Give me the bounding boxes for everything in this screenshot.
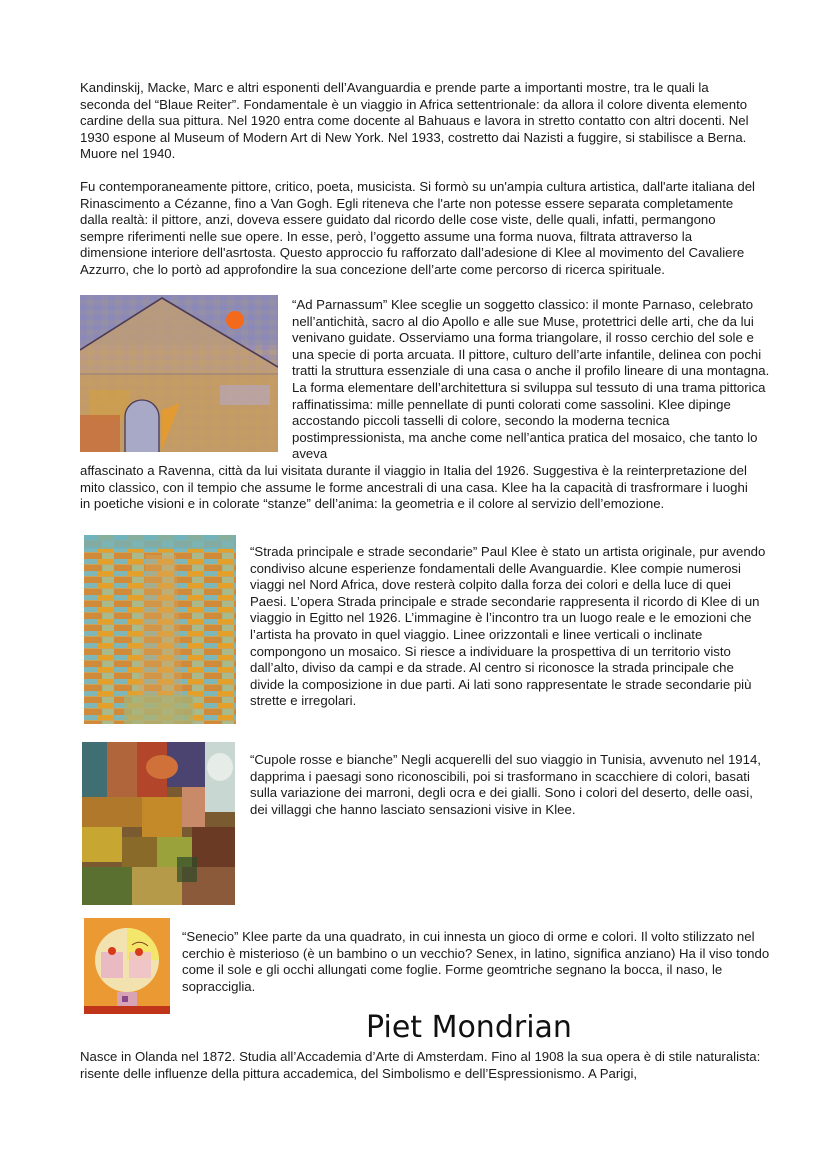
cupole-rosse-bianche-painting [82, 742, 235, 905]
strada-principale-painting [84, 535, 236, 724]
ad-parnassum-painting [80, 295, 278, 452]
strada-principale-description: “Strada principale e strade secondarie” Paul Klee è stato un artista originale, pur avendo condiviso alcune esperienze fondamentali delle Avanguardie. Klee compie numerosi viaggi nel Nord Africa, dove resterà colpito dalla forza dei colori e della luce di quei Paesi. L’opera Strada principale e strade secondarie rappresenta il ricordo di Klee di un viaggio in Egitto nel 1926. L’immagine è l’incontro tra un luogo reale e le emozioni che l’artista ha provato in quel viaggio. Linee orizzontali e linee verticali o inclinate compongono un mosaico. Si riesce a individuare la prospettiva di un territorio visto dall’alto, diviso da campi e da strade. Al centro si riconosce la strada principale che divide la composizione in due parti. Ai lati sono rappresentate le strade secondarie più strette e irregolari. [250, 544, 766, 709]
section-heading-piet-mondrian: Piet Mondrian [366, 1010, 572, 1045]
senecio-painting [84, 918, 170, 1014]
career-paragraph: Fu contemporaneamente pittore, critico, poeta, musicista. Si formò su un'ampia cultura artistica, dall'arte italiana del Rinascimento a Cézanne, fino a Van Gogh. Egli riteneva che l'arte non potesse essere separata completamente dalla realtà: il pittore, anzi, doveva essere guidato dal ricordo delle cose viste, delle quali, infatti, permangono sempre riferimenti nelle sue opere. In esse, però, l’oggetto assume una forma nuova, filtrata attraverso la dimensione interiore dell'asrtosta. Questo approccio fu rafforzato dall’adesione di Klee al movimento del Cavaliere Azzurro, che lo portò ad approfondire la sua concezione dell’arte come percorso di ricerca spirituale. [80, 179, 755, 277]
ad-parnassum-description: “Ad Parnassum” Klee sceglie un soggetto classico: il monte Parnaso, celebrato nell’antichità, sacro al dio Apollo e alle sue Muse, protettrici delle arti, che da lui venivano guidate. Osserviamo una forma triangolare, il rosso cerchio del sole e una specie di porta arcuata. Il pittore, culturo dell’arte infantile, delinea con pochi tratti la struttura essenziale di una casa o anche il profilo lineare di una montagna. La forma elementare dell’architettura si sviluppa sul tessuto di una trama pittorica raffinatissima: mille pennellate di punti colorati come sassolini. Klee dipinge accostando piccoli tasselli di colore, secondo la moderna tecnica postimpressionista, ma anche come nell’antica pratica del mosaico, che tanto lo aveva [292, 297, 770, 462]
ad-parnassum-description-continued: affascinato a Ravenna, città da lui visitata durante il viaggio in Italia del 1926. Suggestiva è la reinterpretazione del mito classico, con il tempio che assume le forme ancestrali di una casa. Klee ha la capacità di trasfrormare i luoghi in poetiche visioni e in colorate “stanze” dell’anima: la geometria e il colore al servizio dell’emozione. [80, 463, 748, 512]
intro-paragraph: Kandinskij, Macke, Marc e altri esponenti dell’Avanguardia e prende parte a importanti mostre, tra le quali la seconda del “Blaue Reiter”. Fondamentale è un viaggio in Africa settentrionale: da allora il colore diventa elemento cardine della sua pittura. Nel 1920 entra come docente al Bahuaus e lavora in stretto contatto con altri docenti. Nel 1930 espone al Museum of Modern Art di New York. Nel 1933, costretto dai Nazisti a fuggire, si stabilisce a Berna. Muore nel 1940. [80, 80, 749, 162]
senecio-description: “Senecio” Klee parte da una quadrato, in cui innesta un gioco di orme e colori. Il volto stilizzato nel cerchio è misterioso (è un bambino o un vecchio? Senex, in latino, significa anziano) Ha il viso tondo come il sole e gli occhi allungati come foglie. Forme geomtriche segnano la bocca, il naso, le sopracciglia. [182, 929, 770, 994]
mondrian-intro-paragraph: Nasce in Olanda nel 1872. Studia all’Accademia d’Arte di Amsterdam. Fino al 1908 la sua opera è di stile naturalista: risente delle influenze della pittura accademica, del Simbolismo e dell’Espressionismo. A Parigi, [80, 1049, 761, 1081]
cupole-description: “Cupole rosse e bianche” Negli acquerelli del suo viaggio in Tunisia, avvenuto nel 1914, dapprima i paesagi sono riconoscibili, poi si trasformano in scacchiere di colori, basati sulla variazione dei marroni, degli ocra e dei gialli. Sono i colori del deserto, delle oasi, dei villaggi che hanno lasciato sensazioni visive in Klee. [250, 752, 761, 817]
